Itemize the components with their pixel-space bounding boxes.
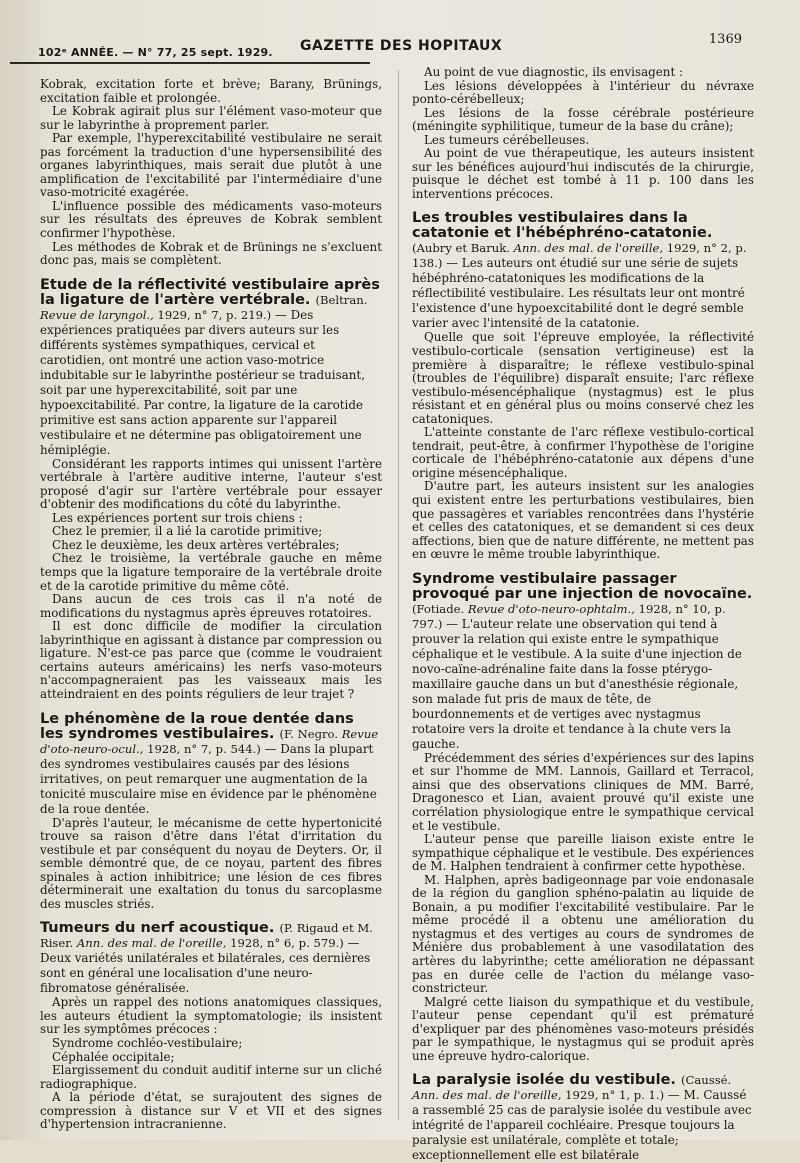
paragraph: Dans aucun de ces trois cas il n'a noté de modifications du nystagmus après épreuves rotatoires. [40, 592, 382, 620]
paragraph: Au point de vue diagnostic, ils envisagent : [424, 65, 684, 79]
page-header [30, 20, 760, 59]
paragraph: Considérant les rapports intimes qui unissent l'artère vertébrale à l'artère auditive interne, l'auteur s'est proposé d'agir sur l'artère vertébrale pour essayer d'obtenir des modifications du côté du labyrinthe. [40, 456, 382, 512]
section-title [412, 211, 754, 331]
citation-journal: Revue d'oto-neuro-ocul., [40, 726, 379, 756]
column-divider [398, 70, 399, 1120]
paragraph: Kobrak, excitation forte et brève; Barany, Brünings, excitation faible et prolongée. [40, 77, 382, 105]
citation-author: (Caussé. [680, 1073, 732, 1088]
paragraph: Par exemple, l'hyperexcitabilité vestibulaire ne serait pas forcément la traduction d'une hypersensibilité des organes labyrinthiques, mais serait due plutôt à une amplification de l'excitabilité par l'intermédiaire d'une vaso-motricité exagérée. [40, 131, 382, 200]
paragraph: Après un rappel des notions anatomiques classiques, les auteurs étudient la symptomatologie; ils insistent sur les symptômes précoces : [40, 995, 382, 1037]
paragraph: L'auteur pense que pareille liaison existe entre le sympathique céphalique et le vestibule. Des expériences de M. Halphen tendraient à confirmer cette hypothèse. [412, 832, 755, 874]
section-title [40, 712, 382, 817]
citation-author: (P. Rigaud et M. Riser. [40, 921, 373, 951]
paragraph: Syndrome cochléo-vestibulaire; [52, 1035, 243, 1050]
citation-journal: Ann. des mal. de l'oreille, [76, 936, 227, 951]
section-heading: Tumeurs du nerf acoustique. [40, 920, 275, 937]
section-title [412, 572, 754, 752]
citation-author: (Aubry et Baruk. [412, 241, 514, 256]
citation-journal: Revue d'oto-neuro-ophtalm., [467, 601, 635, 616]
paragraph: Chez le premier, il a lié la carotide primitive; [52, 524, 323, 539]
paragraph: Les tumeurs cérébelleuses. [424, 132, 590, 147]
right-column [412, 66, 754, 1163]
section-lead: — Des expériences pratiquées par divers auteurs sur les différents systèmes sympathiques, cervical et carotidien, ont montré une action vaso-motrice indubitable sur le labyrinthe postérieur se traduisant, soit par une hyperexcitabilité, soit par une hypoexcitabilité. Par contre, la ligature de la carotide primitive est sans action apparente sur l'appareil vestibulaire et ne détermine pas obligatoirement une hémiplégie. [40, 307, 365, 457]
citation-details: 1928, n° 7, p. 544.) [143, 741, 261, 756]
paragraph: Chez le troisième, la vertébrale gauche en même temps que la ligature temporaire de la vertébrale droite et de la carotide primitive du même côté. [40, 551, 382, 593]
paragraph: L'atteinte constante de l'arc réflexe vestibulo-cortical tendrait, peut-être, à confirmer l'hypothèse de l'origine corticale de l'hébéphréno-catatonie aux dépens d'une origine mésencéphalique. [412, 425, 754, 480]
paragraph: L'influence possible des médicaments vaso-moteurs sur les résultats des épreuves de Kobrak semblent confirmer l'hypothèse. [40, 198, 382, 241]
section-heading: Etude de la réflectivité vestibulaire après la ligature de l'artère vertébrale. [40, 276, 380, 308]
paragraph: Les expériences portent sur trois chiens : [52, 510, 303, 525]
paragraph: A la période d'état, se surajoutent des signes de compression à distance sur V et VII et des signes d'hypertension intracranienne. [40, 1090, 382, 1132]
section-catatonia [412, 211, 754, 561]
section-acoustic-tumors [40, 921, 382, 1131]
paragraph: D'après l'auteur, le mécanisme de cette hypertonicité trouve sa raison d'être dans l'état d'irritation du vestibule et par conséquent du noyau de Deyters. Or, il semble démontré que, de ce noyau, partent des fibres spinales à action inhibitrice; une lésion de ces fibres déterminerait une exaltation du tonus du sarcoplasme des muscles striés. [40, 815, 382, 911]
citation-author: (Beltran. [315, 292, 368, 307]
paragraph: Malgré cette liaison du sympathique et du vestibule, l'auteur pense cependant qu'il est prématuré d'expliquer par des phénomènes vaso-moteurs présidés par le sympathique, le nystagmus qui se produit après une épreuve hydro-calorique. [412, 994, 754, 1063]
citation-details: 1929, n° 2, p. 138.) [412, 241, 747, 271]
paragraph: Céphalée occipitale; [52, 1049, 175, 1064]
citation-author: (Fotiade. [412, 601, 468, 616]
section-cogwheel [40, 712, 382, 912]
paragraph: Les lésions développées à l'intérieur du névraxe ponto-cérébelleux; [412, 78, 754, 107]
header-rule [10, 62, 370, 64]
section-lead: — Deux variétés unilatérales et bilatérales, ces dernières sont en général une localisation d'une neuro-fibromatose généralisée. [40, 936, 371, 996]
citation-author: (F. Negro. [279, 726, 342, 741]
journal-title: GAZETTE DES HOPITAUX [300, 38, 503, 54]
section-title [412, 1073, 754, 1163]
page-number: 1369 [708, 32, 742, 47]
paragraph: Les lésions de la fosse cérébrale postérieure (méningite syphilitique, tumeur de la base du crâne); [412, 105, 754, 134]
paragraph: Elargissement du conduit auditif interne sur un cliché radiographique. [40, 1063, 382, 1091]
citation-journal: Revue de laryngol., [40, 307, 154, 322]
section-novocaine [412, 572, 754, 1064]
paragraph: Quelle que soit l'épreuve employée, la réflectivité vestibulo-corticale (sensation vertigineuse) est la première à disparaître; le réflexe vestibulo-spinal (troubles de l'équilibre) disparaît ensuite; l'arc réflexe vestibulo-mésencéphalique (nystagmus) est le plus résistant et en général plus ou moins conservé chez les catatoniques. [412, 330, 754, 426]
section-lead: — M. Caussé a rassemblé 25 cas de paralysie isolée du vestibule avec intégrité de l'appareil cochléaire. Presque toujours la paralysie est unilatérale, complète et totale; exceptionnellement elle est bilatérale [412, 1088, 752, 1163]
citation-details: 1928, n° 10, p. 797.) [412, 601, 726, 631]
paragraph: Le Kobrak agirait plus sur l'élément vaso-moteur que sur le labyrinthe à proprement parler. [40, 104, 382, 132]
paragraph: D'autre part, les auteurs insistent sur les analogies qui existent entre les perturbations vestibulaires, bien que passagères et variables rencontrées dans l'hystérie et celles des catatoniques, et se demandent si ces deux affections, bien que de nature différente, ne mettent pas en œuvre le même trouble labyrinthique. [412, 479, 754, 562]
paragraph: Précédemment des séries d'expériences sur des lapins et sur l'homme de MM. Lannois, Gaillard et Terracol, ainsi que des observations cliniques de MM. Barré, Dragonesco et Lian, avaient prouvé qu'il existe une corrélation physiologique entre le sympathique cervical et le vestibule. [412, 750, 754, 833]
section-heading: Syndrome vestibulaire passager provoqué par une injection de novocaïne. [412, 570, 753, 602]
citation-details: 1929, n° 1, p. 1.) [561, 1088, 665, 1103]
paragraph: Chez le deuxième, les deux artères vertébrales; [52, 537, 340, 552]
section-vertebral-artery [40, 278, 382, 702]
citation-details: 1928, n° 6, p. 579.) [226, 936, 344, 951]
left-column [40, 78, 382, 1132]
section-heading: Les troubles vestibulaires dans la catatonie et l'hébéphréno-catatonie. [412, 210, 713, 242]
paragraph: Les méthodes de Kobrak et de Brünings ne s'excluent donc pas, mais se complètent. [40, 239, 382, 268]
issue-info: 102ᵉ ANNÉE. — N° 77, 25 sept. 1929. [38, 46, 273, 59]
citation-journal: Ann. des mal. de l'oreille, [513, 241, 664, 256]
paragraph: Au point de vue thérapeutique, les auteurs insistent sur les bénéfices aujourd'hui indiscutés de la chirurgie, puisque le déchet est tombé à 11 p. 100 dans les interventions précoces. [412, 146, 754, 201]
citation-details: 1929, n° 7, p. 219.) [153, 307, 272, 322]
section-lead: — Dans la plupart des syndromes vestibulaires causés par des lésions irritatives, on peut remarquer une augmentation de la tonicité musculaire mise en évidence par le phénomène de la roue dentée. [40, 741, 377, 816]
paragraph: Il est donc difficile de modifier la circulation labyrinthique en agissant à distance par compression ou ligature. N'est-ce pas parce que (comme le voudraient certains auteurs américains) les nerfs vaso-moteurs n'accompagneraient pas les vaisseaux mais les atteindraient en des points réguliers de leur trajet ? [40, 619, 382, 701]
section-vestibular-paralysis [412, 1073, 754, 1163]
section-heading: La paralysie isolée du vestibule. [412, 1072, 676, 1089]
citation-journal: Ann. des mal. de l'oreille, [412, 1088, 562, 1103]
paragraph: M. Halphen, après badigeonnage par voie endonasale de la région du ganglion sphéno-palatin au liquide de Bonain, a pu modifier l'excitabilité vestibulaire. Par le même procédé il a obtenu une amélioration du nystagmus et des vertiges au cours de syndromes de Ménière dus probablement à une vasodilatation des artères du labyrinthe; cette amélioration ne dépassant pas en durée celle de l'action du mélange vaso-constricteur. [412, 872, 754, 996]
section-heading: Le phénomène de la roue dentée dans les syndromes vestibulaires. [40, 710, 354, 742]
section-title [40, 921, 382, 996]
section-title [40, 278, 382, 458]
section-lead: — L'auteur relate une observation qui tend à prouver la relation qui existe entre le sympathique céphalique et le vestibule. A la suite d'une injection de novo-caïne-adrénaline faite dans la fosse ptérygo-maxillaire gauche dans un but d'anesthésie régionale, son malade fut pris de maux de tête, de bourdonnements et de vertiges avec nystagmus rotatoire vers la droite et tendance à la chute vers la gauche. [412, 616, 742, 751]
section-lead: — Les auteurs ont étudié sur une série de sujets hébéphréno-catatoniques les modifications de la réflectibilité vestibulaire. Les résultats leur ont montré l'existence d'une hypoexcitabilité dont le degré semble varier avec l'intensité de la catatonie. [412, 256, 745, 331]
